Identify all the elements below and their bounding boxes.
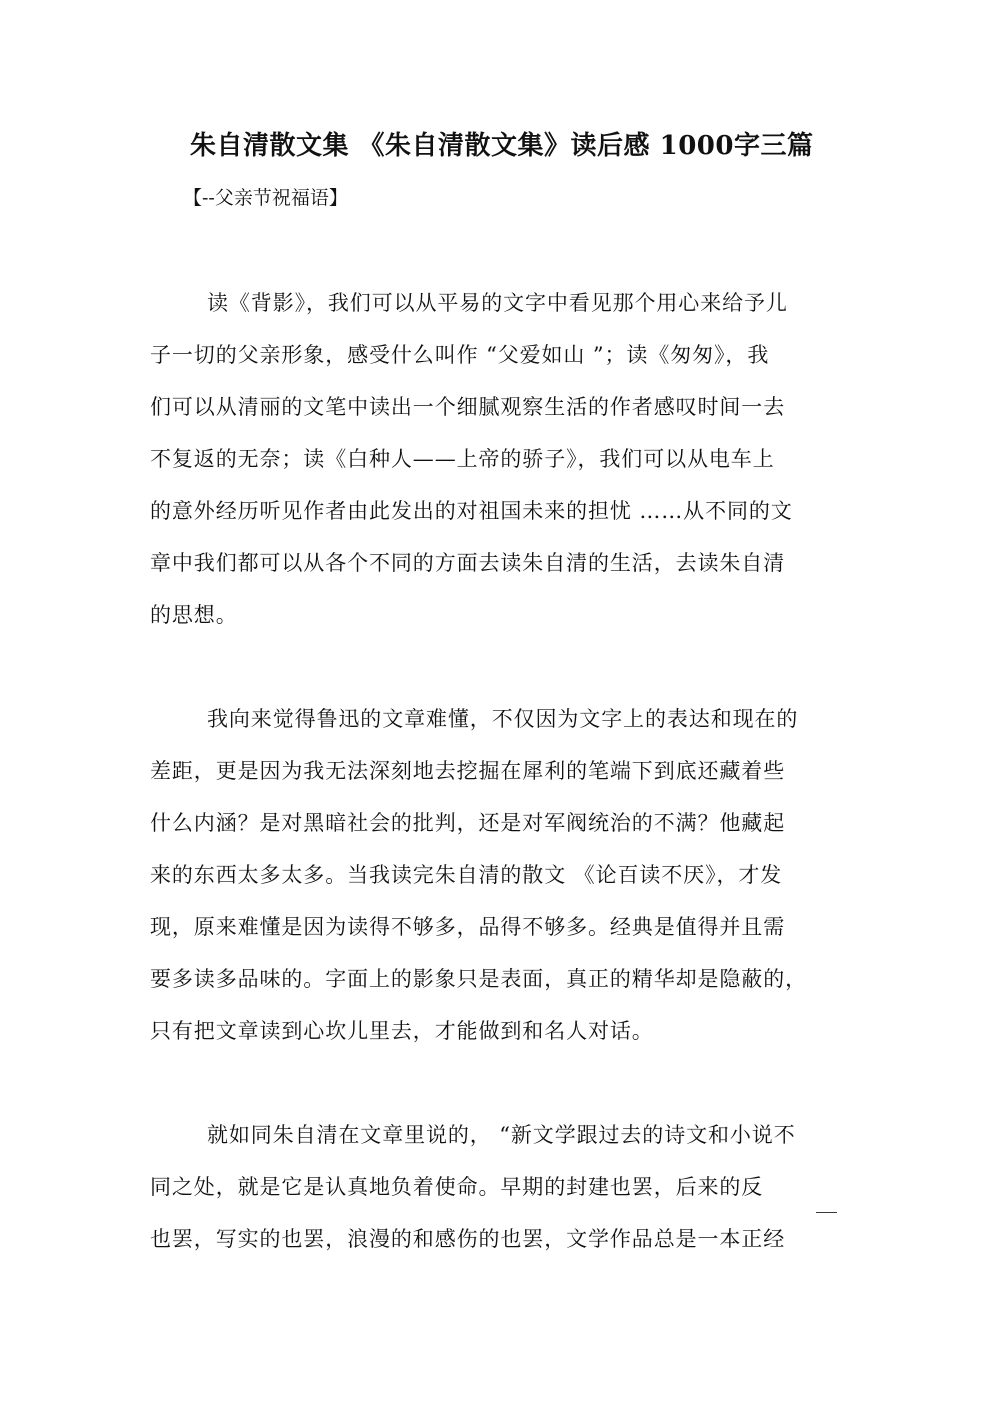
paragraph-line: 来的东西太多太多。当我读完朱自清的散文 《论百读不厌》，才发	[150, 863, 783, 887]
paragraph-line: 子一切的父亲形象，感受什么叫作 “父爱如山 ”；读《匆匆》，我	[150, 343, 770, 367]
paragraph-line: 什么内涵？是对黑暗社会的批判，还是对军阀统治的不满？他藏起	[150, 811, 786, 835]
paragraph-line: 差距，更是因为我无法深刻地去挖掘在犀利的笔端下到底还藏着些	[150, 759, 786, 783]
paragraph-line: 不复返的无奈；读《白种人——上帝的骄子》，我们可以从电车上	[150, 447, 775, 471]
paragraph-line: 要多读多品味的。字面上的影象只是表面，真正的精华却是隐蔽的，	[150, 967, 807, 991]
paragraph-line: 的意外经历听见作者由此发出的对祖国未来的担忧 ……从不同的文	[150, 499, 793, 523]
document-title: 朱自清散文集 《朱自清散文集》读后感 1000字三篇	[190, 131, 814, 161]
paragraph-line: 同之处，就是它是认真地负着使命。早期的封建也罢，后来的反	[150, 1175, 764, 1199]
paragraph-line: 现，原来难懂是因为读得不够多，品得不够多。经典是值得并且需	[150, 915, 786, 939]
paragraph-line: 读《背影》，我们可以从平易的文字中看见那个用心来给予儿	[207, 291, 788, 315]
paragraph-line: 的思想。	[150, 603, 238, 627]
blank-marker: __	[816, 1189, 837, 1213]
document-subtitle: 【--父亲节祝福语】	[183, 187, 348, 209]
paragraph-line: 也罢，写实的也罢，浪漫的和感伤的也罢，文学作品总是一本正经	[150, 1227, 786, 1251]
paragraph-line: 就如同朱自清在文章里说的， “新文学跟过去的诗文和小说不	[207, 1123, 796, 1147]
paragraph-line: 只有把文章读到心坎儿里去，才能做到和名人对话。	[150, 1019, 654, 1043]
paragraph-line: 我向来觉得鲁迅的文章难懂，不仅因为文字上的表达和现在的	[207, 707, 799, 731]
paragraph-line: 章中我们都可以从各个不同的方面去读朱自清的生活，去读朱自清	[150, 551, 786, 575]
paragraph-line: 们可以从清丽的文笔中读出一个细腻观察生活的作者感叹时间一去	[150, 395, 786, 419]
